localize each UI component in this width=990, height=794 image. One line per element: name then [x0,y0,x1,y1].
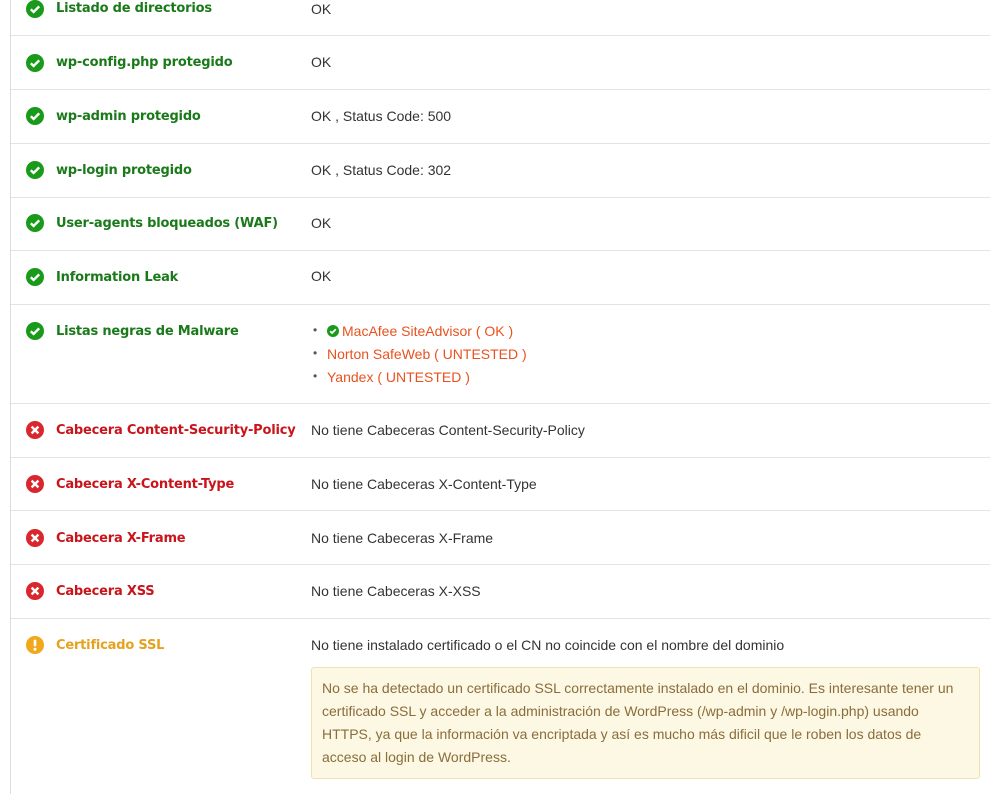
check-value: No tiene Cabeceras X-XSS [311,583,481,599]
check-circle-icon [26,322,44,340]
check-value: OK [311,1,332,17]
check-label: Certificado SSL [56,638,165,653]
check-row-wp-admin [11,90,990,144]
check-circle-icon [327,325,339,337]
check-circle-icon [26,107,44,125]
check-circle-icon [26,161,44,179]
bullet: • [313,323,318,337]
check-row-user-agents [11,198,990,251]
blacklist-link[interactable]: Yandex ( UNTESTED ) [327,369,470,385]
check-circle-icon [26,0,44,18]
check-row-csp-header [11,404,990,458]
bullet: • [313,369,318,383]
check-row-wp-config [11,36,990,90]
check-value: OK [311,268,332,284]
blacklist-item-norton[interactable] [313,346,527,369]
check-value: No tiene Cabeceras Content-Security-Policy [311,422,585,438]
blacklist-link[interactable]: Norton SafeWeb ( UNTESTED ) [327,346,527,362]
x-circle-icon [26,529,44,547]
check-row-x-frame [11,511,990,565]
check-row-directory-listing [11,0,990,36]
check-circle-icon [26,268,44,286]
check-label: wp-config.php protegido [56,55,233,70]
check-circle-icon [26,214,44,232]
security-checks-panel [10,0,990,794]
exclamation-circle-icon [26,636,44,654]
check-row-wp-login [11,144,990,198]
check-value: OK [311,215,332,231]
check-label: Listas negras de Malware [56,324,239,339]
check-row-malware-blacklists [11,305,990,404]
x-circle-icon [26,421,44,439]
check-label: Cabecera X-Content-Type [56,477,235,492]
blacklist-list [313,323,527,392]
ssl-warning-note: No se ha detectado un certificado SSL correctamente instalado en el dominio. Es interesante tener un certificado SSL y acceder a la administración de WordPress (/wp-admin y /wp-login.php) usando HTTPS, ya que la información va encriptada y así es mucho más dificil que le roben los datos de acceso al login de WordPress. [311,667,980,779]
check-label: User-agents bloqueados (WAF) [56,216,278,231]
check-label: Listado de directorios [56,1,212,16]
check-value: OK , Status Code: 302 [311,162,452,178]
x-circle-icon [26,582,44,600]
check-circle-icon [26,54,44,72]
check-label: wp-admin protegido [56,109,201,124]
blacklist-item-yandex[interactable] [313,369,527,392]
check-value: No tiene Cabeceras X-Frame [311,530,494,546]
check-label: wp-login protegido [56,163,192,178]
check-row-xss [11,565,990,619]
bullet: • [313,346,318,360]
check-label: Cabecera XSS [56,584,155,599]
blacklist-link[interactable]: MacAfee SiteAdvisor ( OK ) [342,323,514,339]
check-value: OK [311,54,332,70]
check-row-x-content-type [11,458,990,511]
check-value: No tiene Cabeceras X-Content-Type [311,476,537,492]
x-circle-icon [26,475,44,493]
check-label: Cabecera Content-Security-Policy [56,423,296,438]
check-row-ssl-certificate [11,619,990,794]
check-row-information-leak [11,251,990,305]
check-label: Information Leak [56,270,179,285]
check-label: Cabecera X-Frame [56,531,186,546]
check-value: No tiene instalado certificado o el CN no coincide con el nombre del dominio [311,637,785,653]
check-value: OK , Status Code: 500 [311,108,452,124]
blacklist-item-macafee[interactable] [313,323,527,346]
